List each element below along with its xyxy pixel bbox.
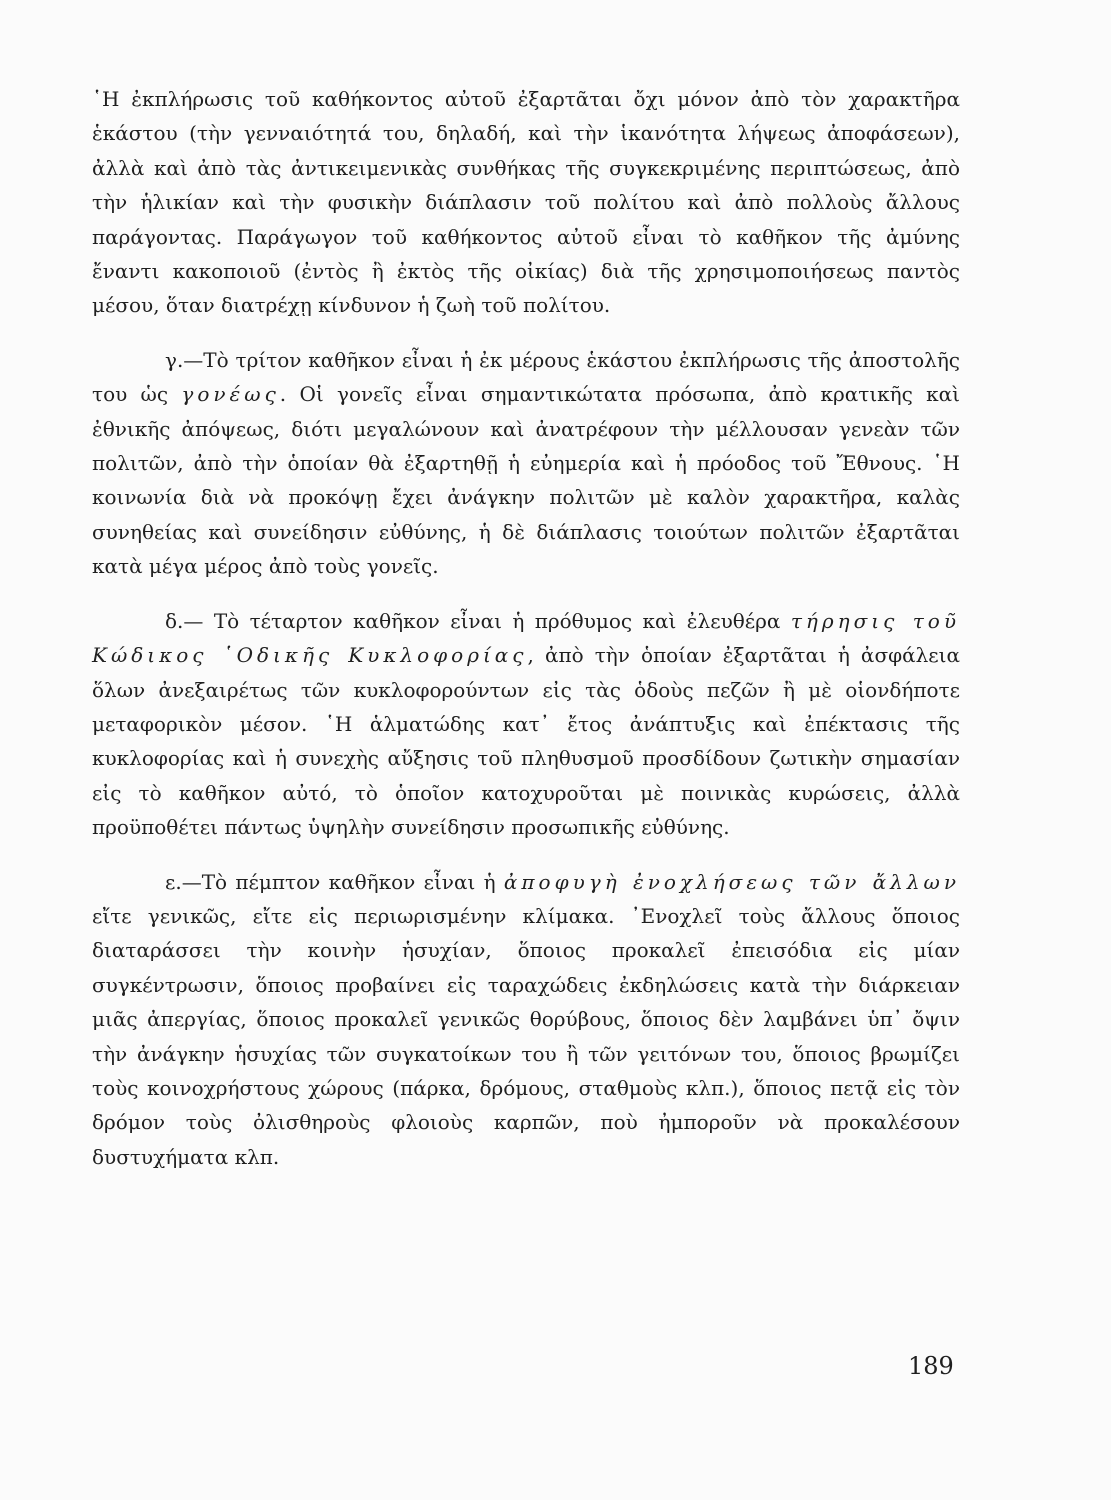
paragraph-epsilon-disturbance bbox=[92, 865, 960, 1175]
paragraph-text-start: ε.—Τὸ πέμπτον καθῆκον εἶναι ἡ bbox=[165, 869, 496, 894]
spaced-emphasis: ἀποφυγὴ ἐνοχλήσεως τῶν ἄλλων bbox=[503, 869, 960, 894]
paragraph-gap bbox=[92, 584, 960, 604]
paragraph-text-start: γ.—Τὸ τρίτον καθῆκον εἶναι ἡ ἐκ μέρους ἑκάστου ἐκπλήρωσις τῆς ἀποστολῆς του ὡς bbox=[92, 347, 960, 407]
page-number: 189 bbox=[908, 1352, 954, 1380]
paragraph-gamma-parents bbox=[92, 343, 960, 584]
paragraph-gap bbox=[92, 845, 960, 865]
paragraph-text: ῾Η ἐκπλήρωσις τοῦ καθήκοντος αὐτοῦ ἐξαρτᾶται ὄχι μόνον ἀπὸ τὸν χαρακτῆρα ἑκάστου (τὴν γενναιότητά του, δηλαδή, καὶ τὴν ἱκανότητα λήψεως ἀποφάσεων), ἀλλὰ καὶ ἀπὸ τὰς ἀντικειμενικὰς συνθήκας τῆς συγκεκριμένης περιπτώσεως, ἀπὸ τὴν ἡλικίαν καὶ τὴν φυσικὴν διάπλασιν τοῦ πολίτου καὶ ἀπὸ πολλοὺς ἄλλους παράγοντας. Παράγωγον τοῦ καθήκοντος αὐτοῦ εἶναι τὸ καθῆκον τῆς ἀμύνης ἔναντι κακοποιοῦ (ἐντὸς ἢ ἐκτὸς τῆς οἰκίας) διὰ τῆς χρησιμοποιήσεως παντὸς μέσου, ὅταν διατρέχῃ κίνδυνον ἡ ζωὴ τοῦ πολίτου. bbox=[92, 87, 960, 318]
paragraph-text-end: εἴτε γενικῶς, εἴτε εἰς περιωρισμένην κλίμακα. ᾽Ενοχλεῖ τοὺς ἄλλους ὅποιος διαταράσσει τὴν κοινὴν ἡσυχίαν, ὅποιος προκαλεῖ ἐπεισόδια εἰς μίαν συγκέντρωσιν, ὅποιος προβαίνει εἰς ταραχώδεις ἐκδηλώσεις κατὰ τὴν διάρκειαν μιᾶς ἀπεργίας, ὅποιος προκαλεῖ γενικῶς θορύβους, ὅποιος δὲν λαμβάνει ὑπ᾽ ὄψιν τὴν ἀνάγκην ἡσυχίας τῶν συγκατοίκων του ἢ τῶν γειτόνων του, ὅποιος βρωμίζει τοὺς κοινοχρήστους χώρους (πάρκα, δρόμους, σταθμοὺς κλπ.), ὅποιος πετᾷ εἰς τὸν δρόμον τοὺς ὀλισθηροὺς φλοιοὺς καρπῶν, ποὺ ἠμποροῦν νὰ προκαλέσουν δυστυχήματα κλπ. bbox=[92, 903, 960, 1169]
spaced-emphasis: γονέως bbox=[181, 382, 280, 407]
paragraph-text-start: δ.— Τὸ τέταρτον καθῆκον εἶναι ἡ πρόθυμος καὶ ἐλευθέρα bbox=[165, 608, 781, 633]
body-text bbox=[92, 82, 960, 1174]
paragraph-text-end: . Οἱ γονεῖς εἶναι σημαντικώτατα πρόσωπα, ἀπὸ κρατικῆς καὶ ἐθνικῆς ἀπόψεως, διότι μεγαλώνουν καὶ ἀνατρέφουν τὴν μέλλουσαν γενεὰν τῶν πολιτῶν, ἀπὸ τὴν ὁποίαν θὰ ἐξαρτηθῇ ἡ εὐημερία καὶ ἡ πρόοδος τοῦ Ἔθνους. ῾Η κοινωνία διὰ νὰ προκόψῃ ἔχει ἀνάγκην πολιτῶν μὲ καλὸν χαρακτῆρα, καλὰς συνηθείας καὶ συνείδησιν εὐθύνης, ἡ δὲ διάπλασις τοιούτων πολιτῶν ἐξαρτᾶται κατὰ μέγα μέρος ἀπὸ τοὺς γονεῖς. bbox=[92, 382, 960, 579]
paragraph-delta-traffic-code bbox=[92, 604, 960, 845]
paragraph-gap bbox=[92, 323, 960, 343]
spaced-emphasis: τήρησις τοῦ Κώδικος ῾Οδικῆς Κυκλοφορίας bbox=[92, 608, 960, 668]
paragraph-duty-fulfillment bbox=[92, 82, 960, 323]
paragraph-text-end: , ἀπὸ τὴν ὁποίαν ἐξαρτᾶται ἡ ἀσφάλεια ὅλων ἀνεξαιρέτως τῶν κυκλοφορούντων εἰς τὰς ὁδοὺς πεζῶν ἢ μὲ οἱονδήποτε μεταφορικὸν μέσον. ῾Η ἁλματώδης κατ᾽ ἔτος ἀνάπτυξις καὶ ἐπέκτασις τῆς κυκλοφορίας καὶ ἡ συνεχὴς αὔξησις τοῦ πληθυσμοῦ προσδίδουν ζωτικὴν σημασίαν εἰς τὸ καθῆκον αὐτό, τὸ ὁποῖον κατοχυροῦται μὲ ποινικὰς κυρώσεις, ἀλλὰ προϋποθέτει πάντως ὑψηλὴν συνείδησιν προσωπικῆς εὐθύνης. bbox=[92, 643, 960, 840]
